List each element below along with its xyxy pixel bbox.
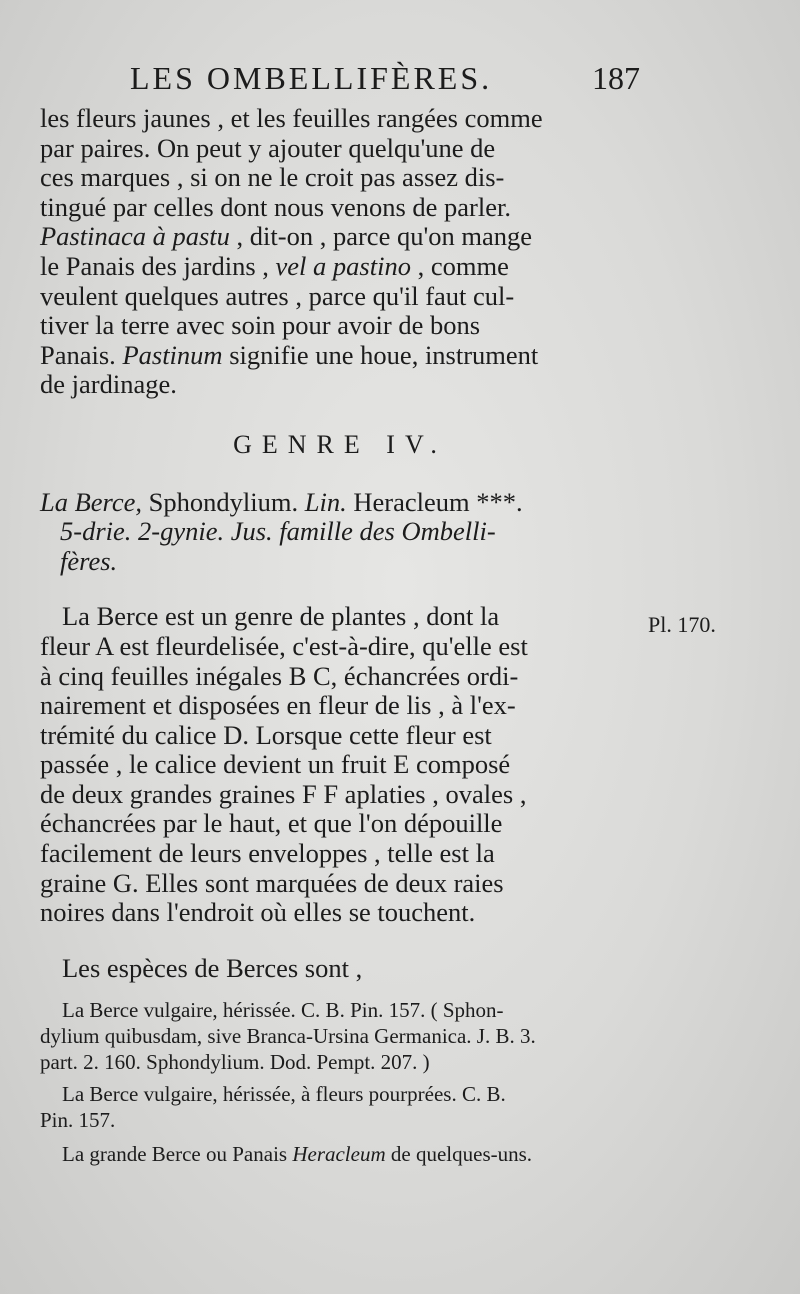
text-line: La Berce vulgaire, hérissée. C. B. Pin. 157. ( Sphon-: [62, 998, 504, 1023]
genre-heading: GENRE IV.: [233, 429, 447, 459]
text-line: de deux grandes graines F F aplaties , ovales ,: [40, 778, 527, 809]
text-line: La Berce est un genre de plantes , dont la: [62, 601, 500, 632]
text-line: facilement de leurs enveloppes , telle est la: [40, 838, 495, 869]
text-line: trémité du calice D. Lorsque cette fleur est: [40, 719, 492, 750]
text-line: les fleurs jaunes , et les feuilles rangées comme: [40, 103, 543, 133]
species-entry: [40, 1081, 640, 1133]
plate-reference: Pl. 170.: [648, 612, 716, 637]
italic-term: Pastinaca à pastu: [40, 221, 230, 252]
text-line: fères.: [60, 545, 118, 576]
text-line: Panais. Pastinum signifie une houe, instrument: [40, 339, 539, 370]
text-line: fleur A est fleurdelisée, c'est-à-dire, qu'elle est: [40, 630, 528, 661]
running-title: LES OMBELLIFÈRES.: [130, 60, 493, 96]
text-line: veulent quelques autres , parce qu'il faut cul-: [40, 280, 515, 311]
text-line: le Panais des jardins , vel a pastino , comme: [40, 250, 509, 281]
text-line: noires dans l'endroit où elles se touchent.: [40, 897, 476, 928]
text-line: de jardinage.: [40, 369, 177, 400]
text-line: Pin. 157.: [40, 1108, 116, 1133]
species-entry: [40, 1141, 640, 1167]
text-line: par paires. On peut y ajouter quelqu'une de: [40, 132, 496, 163]
text-line: échancrées par le haut, et que l'on dépouille: [40, 808, 503, 839]
text-line: La Berce vulgaire, hérissée, à fleurs pourprées. C. B.: [62, 1082, 506, 1107]
page-header: [130, 60, 640, 100]
species-intro: Les espèces de Berces sont ,: [62, 952, 363, 983]
text-line: tiver la terre avec soin pour avoir de bons: [40, 310, 481, 341]
spacer: [40, 576, 640, 602]
text-line: dylium quibusdam, sive Branca-Ursina Germanica. J. B. 3.: [40, 1024, 536, 1049]
text-line: La Berce, Sphondylium. Lin. Heracleum ***.: [40, 486, 523, 517]
text-line: à cinq feuilles inégales B C, échancrées ordi-: [40, 660, 519, 691]
text-line: tingué par celles dont nous venons de parler.: [40, 191, 511, 222]
text-line: ces marques , si on ne le croit pas assez dis-: [40, 162, 505, 193]
page-number: 187: [592, 60, 640, 96]
text-line: graine G. Elles sont marquées de deux raies: [40, 867, 504, 898]
text-line: part. 2. 160. Sphondylium. Dod. Pempt. 207. ): [40, 1050, 430, 1075]
text-line: La grande Berce ou Panais Heracleum de quelques-uns.: [62, 1142, 533, 1167]
text-line: 5-drie. 2-gynie. Jus. famille des Ombelli-: [60, 516, 496, 547]
species-list: [40, 997, 640, 1167]
paragraph-panais: [40, 104, 640, 400]
spacer: [40, 928, 640, 954]
genus-name-block: [40, 488, 640, 577]
italic-term: vel a pastino: [275, 250, 411, 281]
text-line: passée , le calice devient un fruit E composé: [40, 749, 511, 780]
species-entry: [40, 997, 640, 1075]
page-body: [40, 104, 640, 1167]
text-line: Pastinaca à pastu , dit-on , parce qu'on mange: [40, 221, 532, 252]
italic-term: Pastinum: [122, 339, 223, 370]
paragraph-description: [40, 602, 640, 928]
text-line: nairement et disposées en fleur de lis , à l'ex-: [40, 690, 516, 721]
italic-term: Heracleum: [292, 1142, 386, 1167]
